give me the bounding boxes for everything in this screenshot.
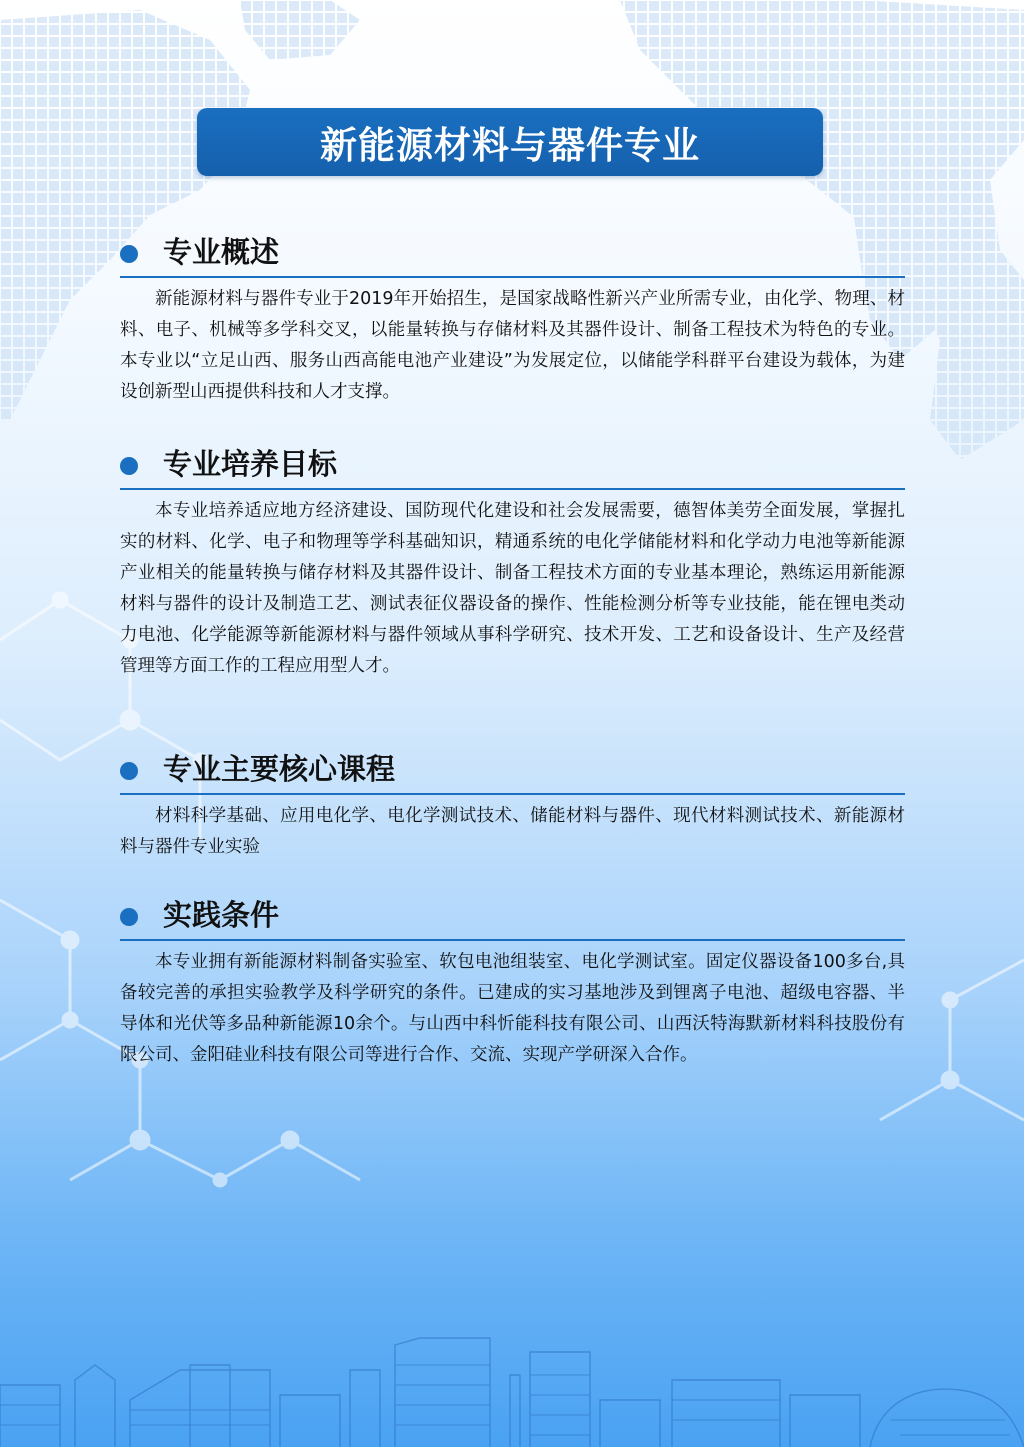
section-body: 本专业培养适应地方经济建设、国防现代化建设和社会发展需要，德智体美劳全面发展，掌握扎实的材料、化学、电子和物理等学科基础知识，精通系统的电化学储能材料和化学动力电池等新能源产业相关的能量转换与储存材料及其器件设计、制备工程技术方面的专业基本理论，熟练运用新能源材料与器件的设计及制造工艺、测试表征仪器设备的操作、性能检测分析等专业技能，能在锂电类动力电池、化学能源等新能源材料与器件领域从事科学研究、技术开发、工艺和设备设计、生产及经营管理等方面工作的工程应用型人才。 bbox=[120, 501, 905, 676]
section-training-goals bbox=[120, 444, 905, 682]
section-title: 专业概述 bbox=[163, 235, 280, 269]
section-header bbox=[120, 444, 905, 490]
section-header bbox=[120, 232, 905, 278]
bullet-icon bbox=[120, 245, 138, 263]
bullet-icon bbox=[120, 457, 138, 475]
page-title: 新能源材料与器件专业 bbox=[320, 124, 700, 167]
section-practice-conditions bbox=[120, 895, 905, 1071]
section-title: 实践条件 bbox=[163, 898, 280, 932]
section-title: 专业培养目标 bbox=[163, 447, 338, 481]
title-banner bbox=[197, 108, 823, 176]
section-body: 本专业拥有新能源材料制备实验室、软包电池组装室、电化学测试室。固定仪器设备100多台,具备较完善的承担实验教学及科学研究的条件。已建成的实习基地涉及到锂离子电池、超级电容器、半导体和光伏等多品种新能源10余个。与山西中科忻能科技有限公司、山西沃特海默新材料科技股份有限公司、金阳硅业科技有限公司等进行合作、交流、实现产学研深入合作。 bbox=[120, 952, 905, 1065]
section-core-courses bbox=[120, 749, 905, 863]
section-title: 专业主要核心课程 bbox=[163, 752, 396, 786]
section-header bbox=[120, 749, 905, 795]
section-overview bbox=[120, 232, 905, 408]
section-body: 新能源材料与器件专业于2019年开始招生，是国家战略性新兴产业所需专业，由化学、物理、材料、电子、机械等多学科交叉，以能量转换与存储材料及其器件设计、制备工程技术为特色的专业。本专业以“立足山西、服务山西高能电池产业建设”为发展定位，以储能学科群平台建设为载体，为建设创新型山西提供科技和人才支撑。 bbox=[120, 289, 905, 402]
bullet-icon bbox=[120, 762, 138, 780]
section-body: 材料科学基础、应用电化学、电化学测试技术、储能材料与器件、现代材料测试技术、新能源材料与器件专业实验 bbox=[120, 806, 905, 857]
bullet-icon bbox=[120, 908, 138, 926]
section-header bbox=[120, 895, 905, 941]
